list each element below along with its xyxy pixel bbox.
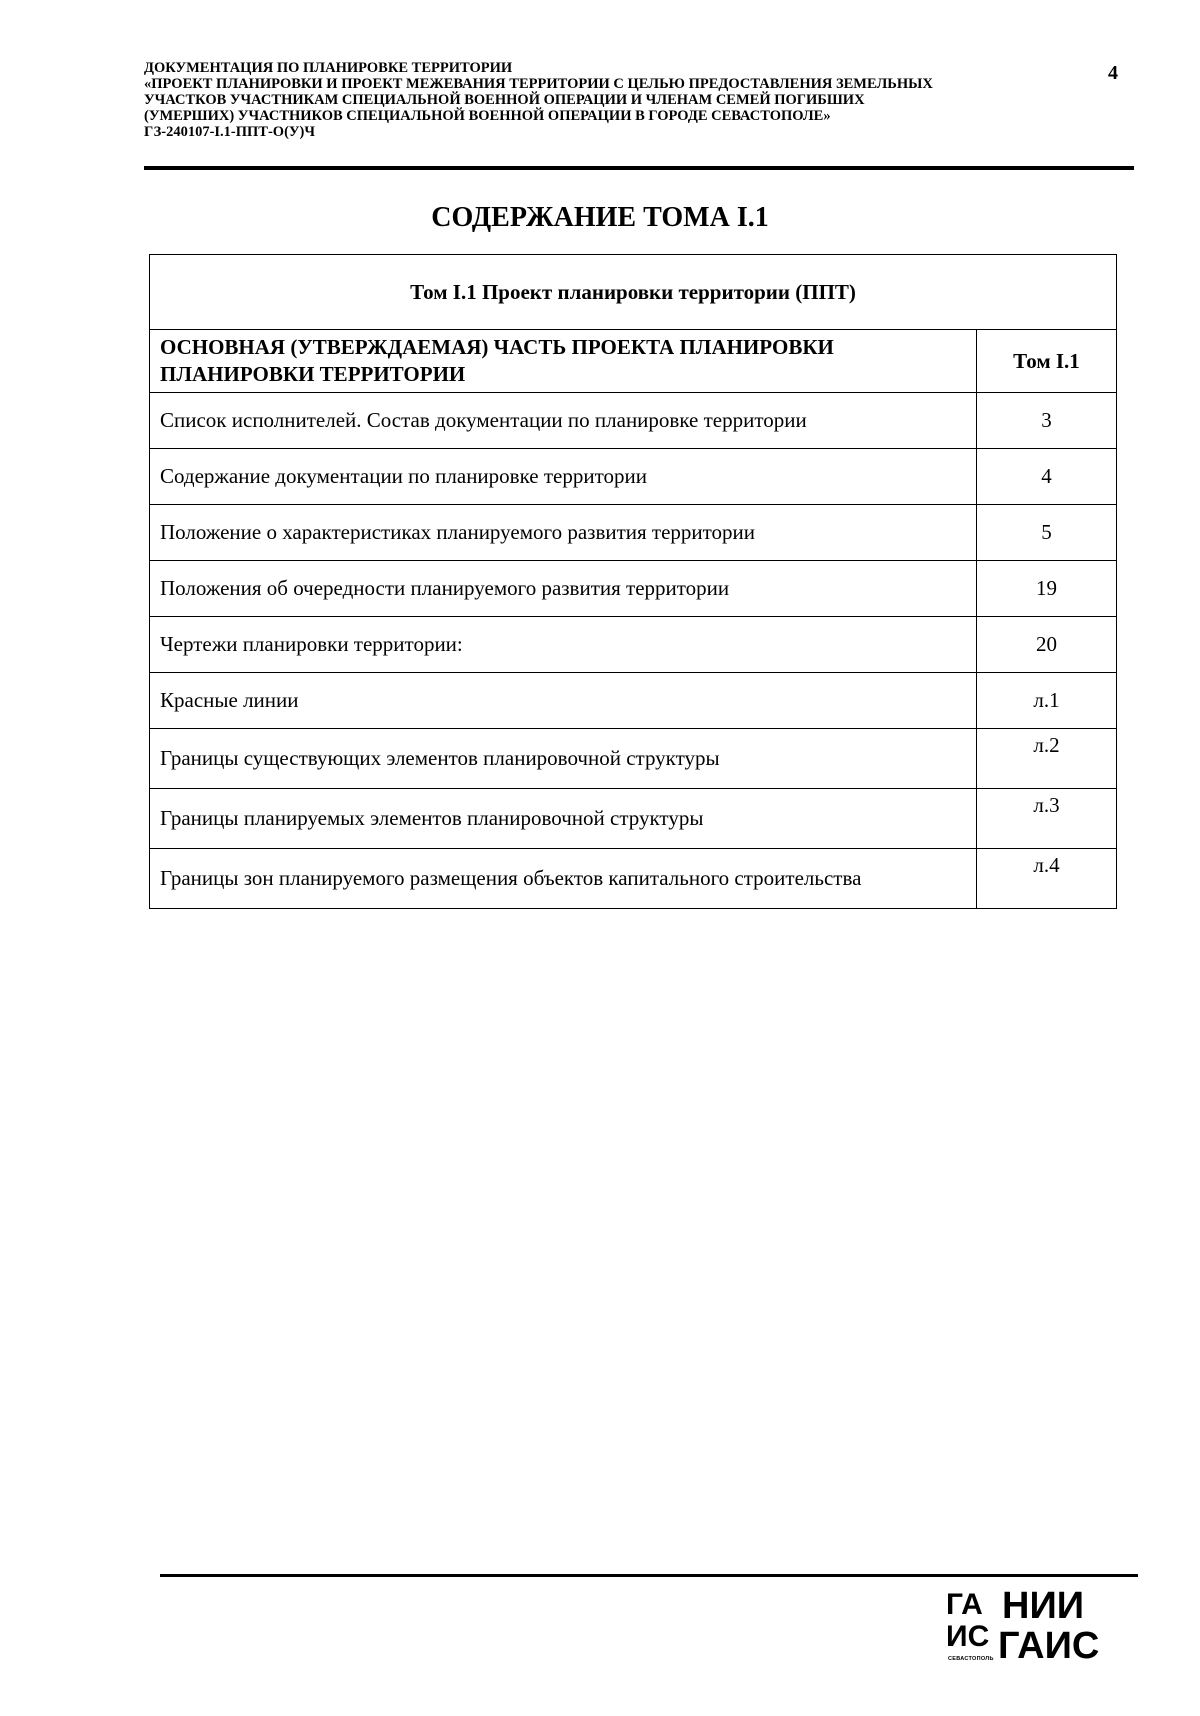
row-page: л.4 — [977, 849, 1117, 909]
row-title: Положения об очередности планируемого развития территории — [150, 561, 977, 617]
row-page: 3 — [977, 393, 1117, 449]
table-row — [150, 561, 1117, 617]
table-row — [150, 849, 1117, 909]
page-title: СОДЕРЖАНИЕ ТОМА I.1 — [431, 202, 769, 233]
header-line: УЧАСТКОВ УЧАСТНИКАМ СПЕЦИАЛЬНОЙ ВОЕННОЙ ОПЕРАЦИИ И ЧЛЕНАМ СЕМЕЙ ПОГИБШИХ — [144, 92, 865, 108]
table-row — [150, 393, 1117, 449]
footer-divider — [160, 1574, 1138, 1577]
row-page: л.2 — [977, 729, 1117, 789]
header-line: (УМЕРШИХ) УЧАСТНИКОВ СПЕЦИАЛЬНОЙ ВОЕННОЙ ОПЕРАЦИИ В ГОРОДЕ СЕВАСТОПОЛЕ» — [144, 108, 831, 124]
row-title: Чертежи планировки территории: — [150, 617, 977, 673]
table-row — [150, 449, 1117, 505]
logo-mark-top: ГА — [946, 1588, 983, 1621]
document-code: ГЗ-240107-I.1-ППТ-О(У)Ч — [144, 124, 316, 140]
table-row — [150, 729, 1117, 789]
row-title: Список исполнителей. Состав документации по планировке территории — [150, 393, 977, 449]
table-row — [150, 789, 1117, 849]
row-page: л.1 — [977, 673, 1117, 729]
row-page: 5 — [977, 505, 1117, 561]
row-title: Содержание документации по планировке территории — [150, 449, 977, 505]
logo-caption: СЕВАСТОПОЛЬ — [948, 1656, 994, 1662]
table-row — [150, 505, 1117, 561]
niigais-logo — [946, 1584, 1126, 1666]
row-title: Положение о характеристиках планируемого развития территории — [150, 505, 977, 561]
row-page: 4 — [977, 449, 1117, 505]
header-line: ДОКУМЕНТАЦИЯ ПО ПЛАНИРОВКЕ ТЕРРИТОРИИ — [144, 60, 513, 76]
contents-table — [149, 254, 1117, 909]
logo-mark-bottom: ИС — [946, 1620, 990, 1653]
row-title: Границы планируемых элементов планировочной структуры — [150, 789, 977, 849]
row-page: 19 — [977, 561, 1117, 617]
row-page: л.3 — [977, 789, 1117, 849]
row-page: 20 — [977, 617, 1117, 673]
header-divider — [144, 166, 1134, 170]
row-title: Красные линии — [150, 673, 977, 729]
row-title: Границы зон планируемого размещения объектов капитального строительства — [150, 849, 977, 909]
section-header: ОСНОВНАЯ (УТВЕРЖДАЕМАЯ) ЧАСТЬ ПРОЕКТА ПЛАНИРОВКИ ПЛАНИРОВКИ ТЕРРИТОРИИ — [150, 330, 977, 393]
logo-text-bottom: ГАИС — [998, 1625, 1100, 1666]
document-header — [144, 60, 1044, 140]
volume-title: Том I.1 Проект планировки территории (ППТ) — [150, 255, 1117, 330]
row-title: Границы существующих элементов планировочной структуры — [150, 729, 977, 789]
table-row — [150, 673, 1117, 729]
section-volume: Том I.1 — [977, 330, 1117, 393]
page-number: 4 — [1108, 62, 1118, 84]
table-row — [150, 617, 1117, 673]
logo-text-top: НИИ — [1002, 1585, 1085, 1627]
header-line: «ПРОЕКТ ПЛАНИРОВКИ И ПРОЕКТ МЕЖЕВАНИЯ ТЕРРИТОРИИ С ЦЕЛЬЮ ПРЕДОСТАВЛЕНИЯ ЗЕМЕЛЬНЫХ — [144, 76, 933, 92]
